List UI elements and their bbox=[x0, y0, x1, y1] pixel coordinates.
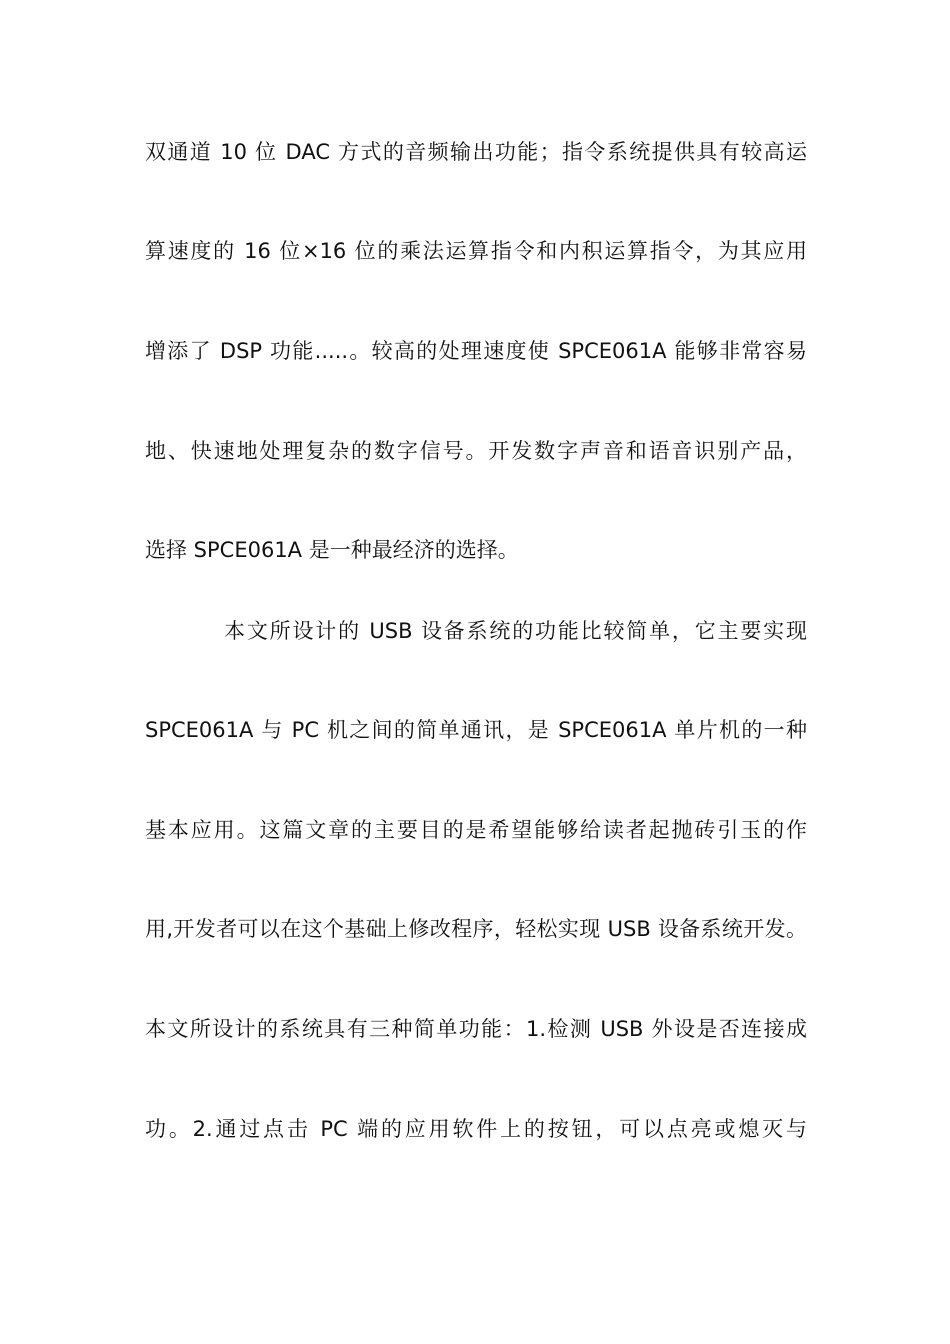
text-line-6-paragraph-start: 本文所设计的 USB 设备系统的功能比较简单，它主要实现 bbox=[224, 619, 807, 643]
text-line-7: SPCE061A 与 PC 机之间的简单通讯，是 SPCE061A 单片机的一种 bbox=[145, 718, 807, 742]
text-line-4: 地、快速地处理复杂的数字信号。开发数字声音和语音识别产品， bbox=[145, 439, 807, 463]
text-line-9: 用,开发者可以在这个基础上修改程序，轻松实现 USB 设备系统开发。 bbox=[145, 917, 807, 941]
text-line-8: 基本应用。这篇文章的主要目的是希望能够给读者起抛砖引玉的作 bbox=[145, 818, 807, 842]
text-line-11: 功。2.通过点击 PC 端的应用软件上的按钮，可以点亮或熄灭与 bbox=[145, 1117, 807, 1141]
text-line-3: 增添了 DSP 功能.....。较高的处理速度使 SPCE061A 能够非常容易 bbox=[145, 339, 807, 363]
text-line-5: 选择 SPCE061A 是一种最经济的选择。 bbox=[145, 538, 519, 562]
text-line-2: 算速度的 16 位×16 位的乘法运算指令和内积运算指令，为其应用 bbox=[145, 239, 807, 263]
text-line-1: 双通道 10 位 DAC 方式的音频输出功能；指令系统提供具有较高运 bbox=[145, 140, 807, 164]
text-line-10: 本文所设计的系统具有三种简单功能：1.检测 USB 外设是否连接成 bbox=[145, 1017, 807, 1041]
